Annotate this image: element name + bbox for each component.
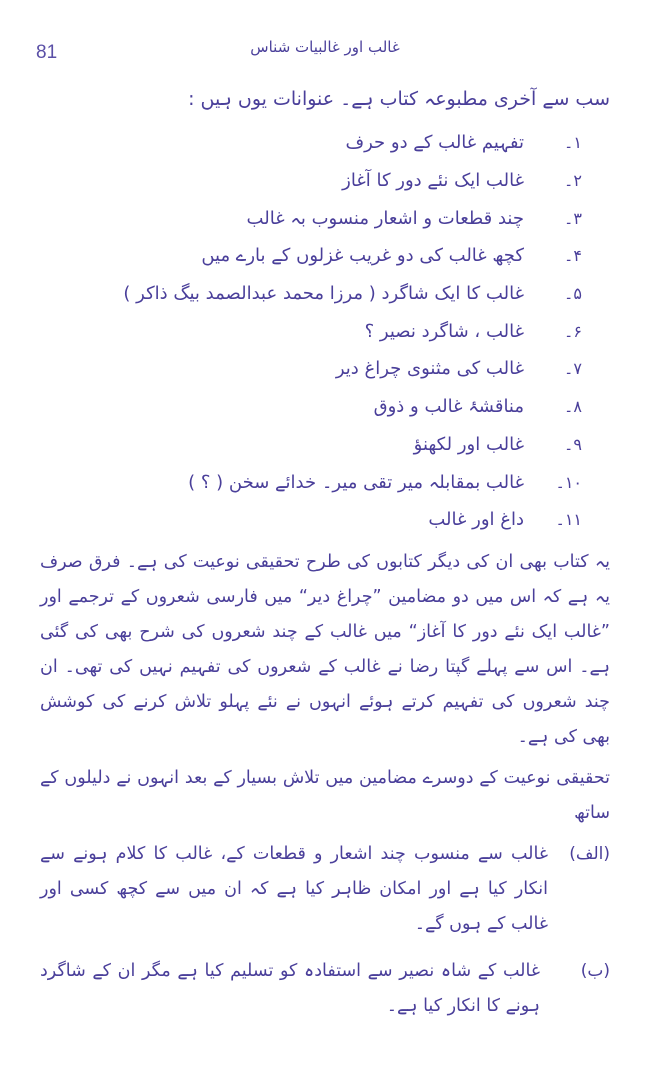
item-number: ۱۱۔ [555, 510, 582, 530]
sub-item-alif [40, 837, 610, 942]
item-title: تفہیم غالب کے دو حرف [345, 132, 524, 154]
item-number: ۶۔ [564, 321, 582, 341]
item-number: ۵۔ [564, 284, 582, 304]
item-number: ۷۔ [564, 359, 582, 379]
item-number: ۸۔ [564, 397, 582, 417]
item-number: ۴۔ [564, 246, 582, 266]
item-title: کچھ غالب کی دو غریب غزلوں کے بارے میں [201, 245, 524, 267]
item-number: ۳۔ [564, 208, 582, 228]
sub-item-be [40, 954, 610, 1024]
sub-item-text: غالب کے شاہ نصیر سے استفادہ کو تسلیم کیا ہے مگر ان کے شاگرد ہونے کا انکار کیا ہے۔ [40, 960, 540, 1016]
item-title: غالب ایک نئے دور کا آغاز [342, 170, 524, 192]
item-title: غالب کا ایک شاگرد ( مرزا محمد عبدالصمد بیگ ذاکر ) [123, 283, 524, 305]
item-title: غالب اور لکھنؤ [413, 433, 524, 455]
item-number: ۱۔ [564, 133, 582, 153]
sub-item-marker: (ب) [580, 960, 610, 981]
sub-item-marker: (الف) [569, 843, 610, 864]
item-title: غالب بمقابلہ میر تقی میر۔ خدائے سخن ( ؟ ) [188, 471, 524, 493]
contents-list [40, 124, 610, 539]
contents-item [40, 275, 610, 313]
item-number: ۹۔ [564, 434, 582, 454]
contents-item [40, 237, 610, 275]
page-content [40, 82, 610, 1024]
intro-line: سب سے آخری مطبوعہ کتاب ہے۔ عنوانات یوں ہیں : [188, 88, 610, 110]
item-title: چند قطعات و اشعار منسوب بہ غالب [246, 207, 524, 229]
item-title: داغ اور غالب [428, 509, 524, 531]
contents-item [40, 124, 610, 162]
item-number: ۲۔ [564, 171, 582, 191]
page-number: 81 [36, 42, 58, 63]
item-number: ۱۰۔ [555, 472, 582, 492]
contents-item [40, 388, 610, 426]
running-header: غالب اور غالبیات شناس [250, 38, 400, 56]
item-title: غالب کی مثنوی چراغ دیر [335, 358, 524, 380]
contents-item [40, 463, 610, 501]
contents-item [40, 350, 610, 388]
contents-item [40, 501, 610, 539]
contents-item [40, 199, 610, 237]
contents-item [40, 162, 610, 200]
item-title: غالب ، شاگرد نصیر ؟ [364, 320, 524, 342]
item-title: مناقشۂ غالب و ذوق [373, 396, 524, 418]
contents-item [40, 426, 610, 464]
body-paragraph-2: تحقیقی نوعیت کے دوسرے مضامین میں تلاش بسیار کے بعد انہوں نے دلیلوں کے ساتھ [40, 767, 610, 823]
contents-item [40, 312, 610, 350]
sub-item-text: غالب سے منسوب چند اشعار و قطعات کے، غالب کا کلام ہونے سے انکار کیا ہے اور امکان ظاہر کیا ہے کہ ان میں سے کچھ کسی اور غالب کے ہوں گے۔ [40, 843, 548, 934]
body-paragraph-1: یہ کتاب بھی ان کی دیگر کتابوں کی طرح تحقیقی نوعیت کی ہے۔ فرق صرف یہ ہے کہ اس میں دو مضامین ”چراغ دیر“ میں فارسی شعروں کے ترجمے اور ”غالب ایک نئے دور کا آغاز“ میں غالب کے چند شعروں کی شرح بھی کی گئی ہے۔ اس سے پہلے گپتا رضا نے غالب کے شعروں کی تفہیم نہیں کی تھی۔ ان چند شعروں کی تفہیم کرتے ہوئے انہوں نے نئے پہلو تلاش کرنے کی کوشش بھی کی ہے۔ [40, 551, 610, 747]
